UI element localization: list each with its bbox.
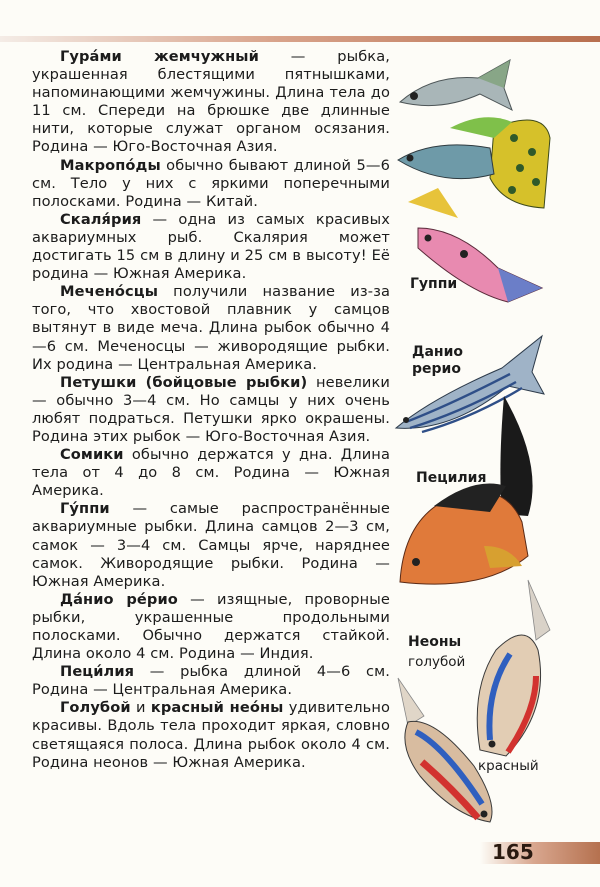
entry-guppy xyxy=(32,500,390,590)
neon-blue-label: голубой xyxy=(408,654,466,670)
entry-danio xyxy=(32,591,390,663)
entry-text: обычно бывают длиной 5—6 см. Тело у них с яркими поперечными полосками. Родина — Китай. xyxy=(32,156,390,210)
article-text xyxy=(32,48,390,772)
entry-title: Мечено́сцы xyxy=(60,283,159,301)
neon-red-label: красный xyxy=(478,758,539,774)
entry-title-2: красный нео́ны xyxy=(150,699,284,717)
top-decorative-rule xyxy=(0,36,600,42)
neons-label: Неоны xyxy=(408,634,462,650)
entry-title: Да́нио ре́рио xyxy=(60,590,178,608)
entry-gourami xyxy=(32,48,390,157)
entry-title: Гура́ми жемчужный xyxy=(60,48,259,65)
entry-catfish xyxy=(32,446,390,500)
entry-text: невелики — обычно 3—4 см. Но самцы у них очень любят подраться. Петушки ярко окрашены. Родина этих рыбок — Юго-Восточная Азия. xyxy=(32,373,390,445)
entry-connector: и xyxy=(130,699,151,717)
entry-title: Скаля́рия xyxy=(60,210,142,228)
entry-neons xyxy=(32,699,390,771)
entry-text: — рыбка, украшенная блестящими пятнышками, напоминающими жемчужины. Длина тела до 11 см. Спереди на брюшке две длинные нити, которые служат органом осязания. Родина — Юго-Восточная Азия. xyxy=(32,48,390,156)
entry-swordtail xyxy=(32,283,390,373)
entry-betta xyxy=(32,374,390,446)
neon-red-illustration xyxy=(394,676,506,826)
entry-text: обычно держатся у дна. Длина тела от 4 до 8 см. Родина — Южная Америка. xyxy=(32,446,390,500)
danio-label: Данио рерио xyxy=(412,344,464,377)
entry-title: Гу́ппи xyxy=(60,500,110,518)
platy-illustration xyxy=(394,396,544,606)
entry-angelfish xyxy=(32,211,390,283)
guppy-label: Гуппи xyxy=(410,276,458,292)
entry-text: — одна из самых красивых аквариумных рыб. Скалярия может достигать 15 см в длину и 25 см в высоту! Её родина — Южная Америка. xyxy=(32,210,390,283)
entry-text: получили название из-за того, что хвостовой плавник у самцов вытянут в виде меча. Длина рыбок обычно 4—6 см. Меченосцы — живородящие рыбки. Их родина — Центральная Америка. xyxy=(32,283,390,373)
platy-label: Пецилия xyxy=(416,470,487,486)
entry-text: удивительно красивы. Вдоль тела проходит яркая, словно светящаяся полоса. Длина рыбок около 4 см. Родина неонов — Южная Америка. xyxy=(32,699,391,771)
entry-title: Пеци́лия xyxy=(60,663,135,681)
entry-text: — рыбка длиной 4—6 см. Родина — Центральная Америка. xyxy=(32,663,390,699)
entry-platy xyxy=(32,663,390,699)
entry-title: Петушки (бойцовые рыбки) xyxy=(60,373,308,391)
entry-title: Голубой xyxy=(60,699,131,717)
entry-text: — изящные, проворные рыбки, украшенные продольными полосками. Обычно держатся стайкой. Длина около 4 см. Родина — Индия. xyxy=(32,590,391,663)
entry-title: Сомики xyxy=(60,446,124,464)
page-number: 165 xyxy=(492,840,534,864)
entry-text: — самые распространённые аквариумные рыбки. Длина самцов 2—3 см, самок — 3—4 см. Самцы ярче, наряднее самок. Живородящие рыбки. Родина — Южная Америка. xyxy=(32,500,390,590)
entry-title: Макропо́ды xyxy=(60,156,161,174)
entry-macropods xyxy=(32,157,390,211)
